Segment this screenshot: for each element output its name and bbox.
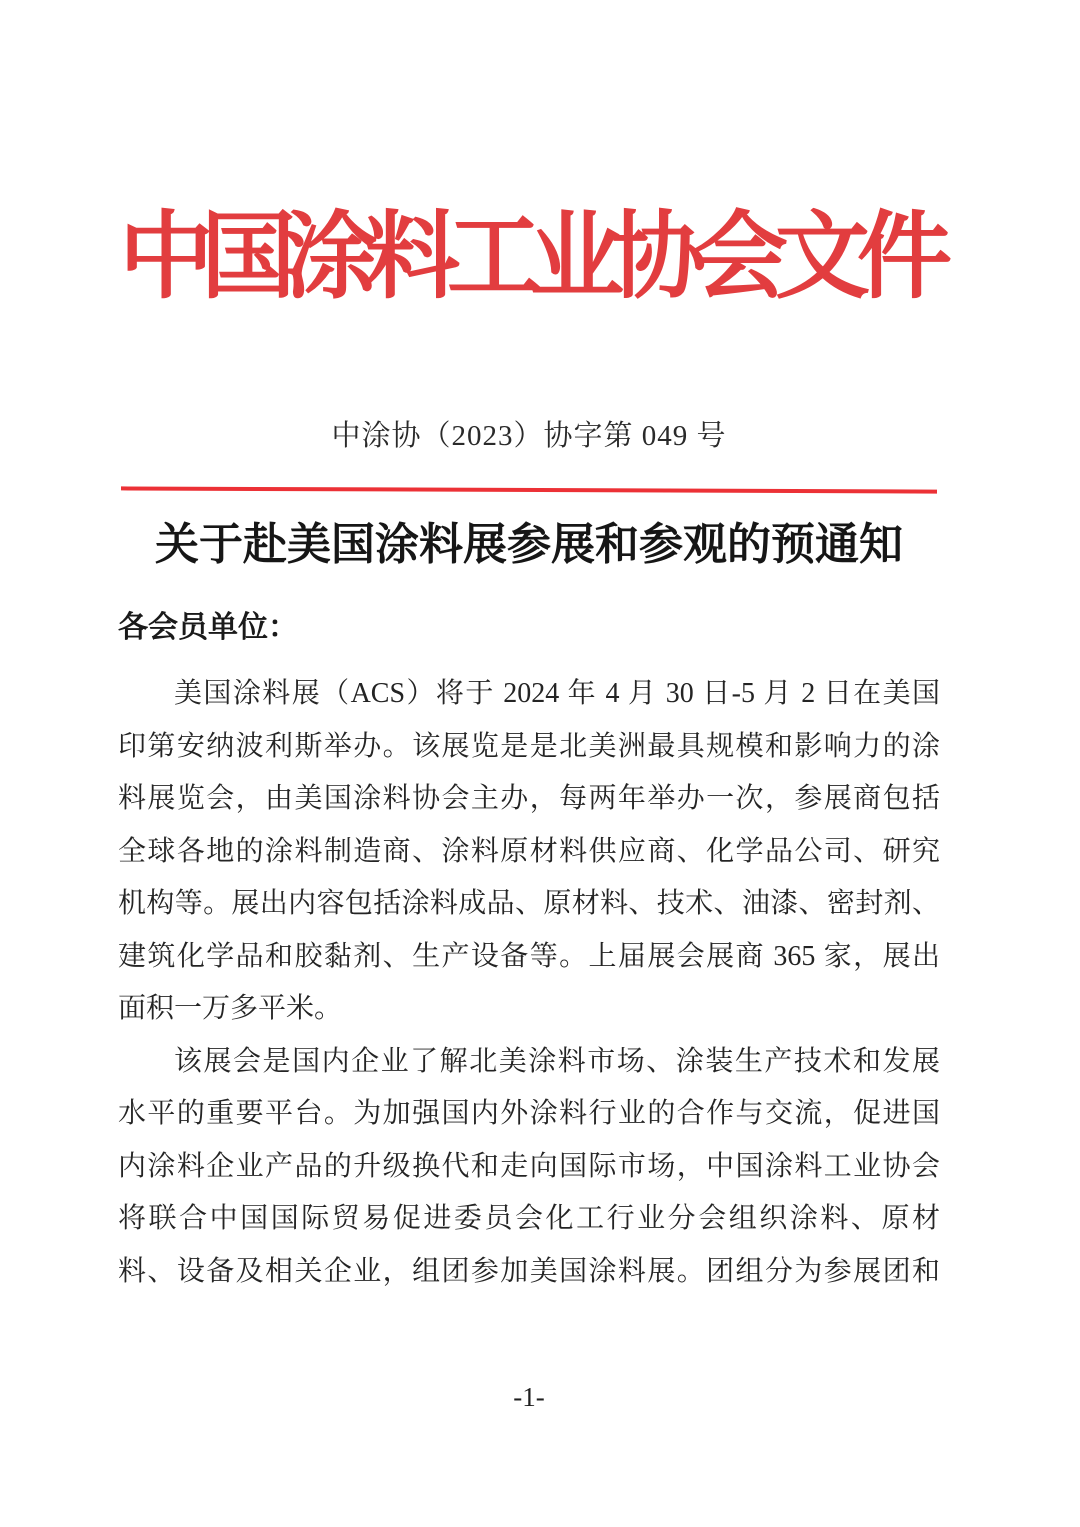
body-line: 面积一万多平米。 — [118, 993, 343, 1024]
body-line: 水平的重要平台。为加强国内外涂料行业的合作与交流，促进国 — [118, 1098, 940, 1129]
body-line: 料展览会，由美国涂料协会主办，每两年举办一次，参展商包括 — [118, 783, 940, 814]
doc-number: 中涂协（2023）协字第 049 号 — [331, 420, 727, 452]
document-title: 关于赴美国涂料展参展和参观的预通知 — [155, 520, 903, 569]
body-line: 美国涂料展（ACS）将于 2024 年 4 月 30 日-5 月 2 日在美国 — [174, 678, 940, 709]
body-line: 全球各地的涂料制造商、涂料原材料供应商、化学品公司、研究 — [118, 835, 940, 867]
document-body — [118, 668, 940, 1298]
body-line: 内涂料企业产品的升级换代和走向国际市场，中国涂料工业协会 — [118, 1150, 940, 1182]
body-line: 印第安纳波利斯举办。该展览是是北美洲最具规模和影响力的涂 — [118, 730, 940, 762]
paragraph — [118, 668, 940, 1036]
salutation: 各会员单位： — [118, 611, 298, 644]
body-line: 料、设备及相关企业，组团参加美国涂料展。团组分为参展团和 — [118, 1255, 940, 1287]
body-line: 该展会是国内企业了解北美涂料市场、涂装生产技术和发展 — [174, 1045, 940, 1077]
page-number: -1- — [513, 1382, 545, 1412]
red-rule-divider — [121, 486, 937, 493]
body-line: 机构等。展出内容包括涂料成品、原材料、技术、油漆、密封剂、 — [118, 888, 940, 919]
letterhead-title: 中国涂料工业协会文件 — [118, 204, 939, 310]
paragraph — [118, 1036, 940, 1299]
body-line: 建筑化学品和胶黏剂、生产设备等。上届展会展商 365 家，展出 — [118, 940, 940, 972]
body-line: 将联合中国国际贸易促进委员会化工行业分会组织涂料、原材 — [118, 1203, 940, 1234]
